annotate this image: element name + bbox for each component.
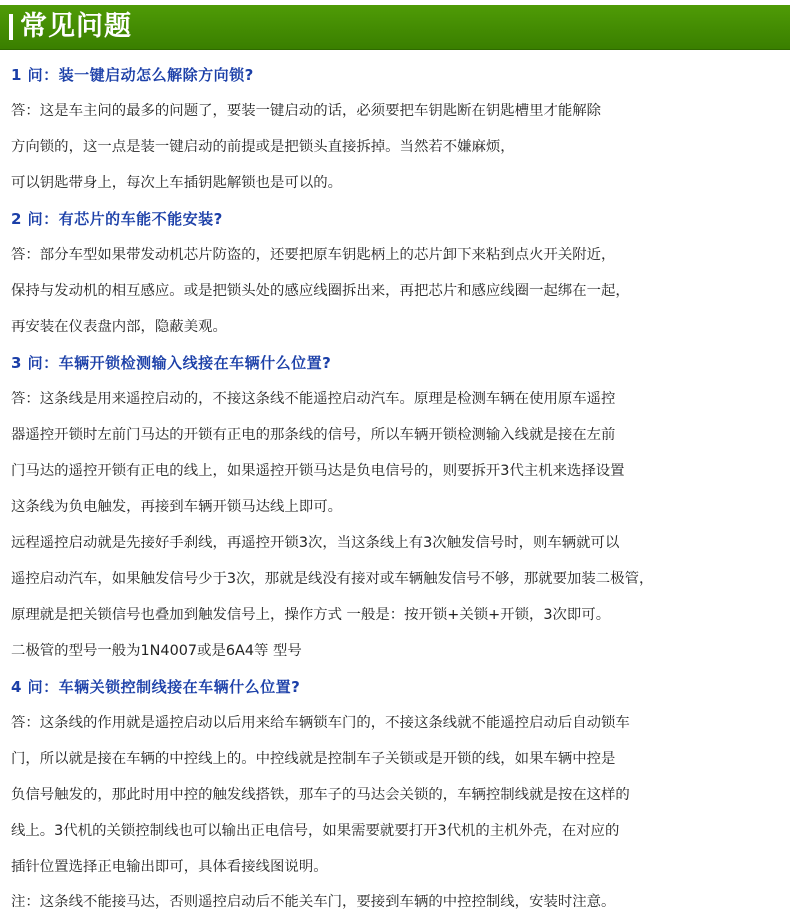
- faq-answer-line: 再安装在仪表盘内部，隐蔽美观。: [11, 319, 227, 335]
- faq-answer-line: 线上。3代机的关锁控制线也可以输出正电信号，如果需要就要打开3代机的主机外壳，在对应的: [11, 823, 620, 839]
- faq-question-3: 3 问：车辆开锁检测输入线接在车辆什么位置?: [11, 354, 332, 372]
- faq-answer-line: 遥控启动汽车，如果触发信号少于3次，那就是线没有接对或车辆触发信号不够，那就要加装二极管，: [11, 571, 654, 587]
- header-accent-bar: [9, 14, 13, 40]
- section-header: [0, 5, 790, 50]
- faq-answer-line: 答：这条线的作用就是遥控启动以后用来给车辆锁车门的，不接这条线就不能遥控启动后自动锁车: [11, 715, 630, 731]
- faq-question-4: 4 问：车辆关锁控制线接在车辆什么位置?: [11, 678, 301, 696]
- faq-answer-line: 远程遥控启动就是先接好手刹线，再遥控开锁3次，当这条线上有3次触发信号时，则车辆就可以: [11, 535, 620, 551]
- faq-answer-line: 负信号触发的，那此时用中控的触发线搭铁，那车子的马达会关锁的，车辆控制线就是按在这样的: [11, 787, 630, 803]
- faq-question-2: 2 问：有芯片的车能不能安装?: [11, 210, 223, 228]
- faq-answer-line: 门马达的遥控开锁有正电的线上，如果遥控开锁马达是负电信号的，则要拆开3代主机来选择设置: [11, 463, 625, 479]
- faq-answer-line: 插针位置选择正电输出即可，具体看接线图说明。: [11, 859, 328, 875]
- faq-answer-line: 答：这条线是用来遥控启动的，不接这条线不能遥控启动汽车。原理是检测车辆在使用原车遥控: [11, 391, 616, 407]
- faq-answer-line: 可以钥匙带身上，每次上车插钥匙解锁也是可以的。: [11, 175, 342, 191]
- faq-note-line: 注：这条线不能接马达，否则遥控启动后不能关车门，要接到车辆的中控控制线，安装时注意。: [11, 894, 616, 910]
- faq-answer-line: 原理就是把关锁信号也叠加到触发信号上，操作方式 一般是：按开锁+关锁+开锁，3次即可。: [11, 607, 611, 623]
- faq-answer-line: 器遥控开锁时左前门马达的开锁有正电的那条线的信号，所以车辆开锁检测输入线就是接在左前: [11, 427, 616, 443]
- page-title: 常见问题: [20, 11, 132, 42]
- faq-answer-line: 二极管的型号一般为1N4007或是6A4等 型号: [11, 643, 302, 659]
- faq-answer-line: 答：部分车型如果带发动机芯片防盗的，还要把原车钥匙柄上的芯片卸下来粘到点火开关附近，: [11, 247, 616, 263]
- faq-answer-line: 这条线为负电触发，再接到车辆开锁马达线上即可。: [11, 499, 342, 515]
- faq-answer-line: 方向锁的，这一点是装一键启动的前提或是把锁头直接拆掉。当然若不嫌麻烦，: [11, 139, 515, 155]
- faq-answer-line: 答：这是车主问的最多的问题了，要装一键启动的话，必须要把车钥匙断在钥匙槽里才能解除: [11, 103, 602, 119]
- faq-answer-line: 保持与发动机的相互感应。或是把锁头处的感应线圈拆出来，再把芯片和感应线圈一起绑在一起，: [11, 283, 630, 299]
- faq-question-1: 1 问：装一键启动怎么解除方向锁?: [11, 66, 254, 84]
- faq-answer-line: 门，所以就是接在车辆的中控线上的。中控线就是控制车子关锁或是开锁的线，如果车辆中控是: [11, 751, 616, 767]
